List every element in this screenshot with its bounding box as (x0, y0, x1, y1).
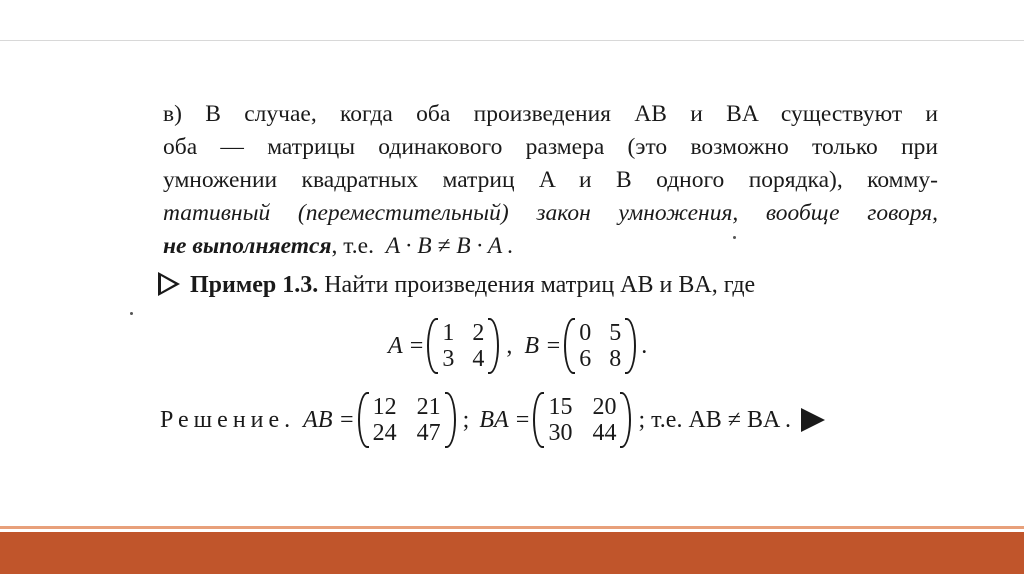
matrix-cell: 44 (592, 420, 617, 446)
right-paren (445, 392, 456, 448)
footer-stripe (0, 526, 1024, 529)
period: . (641, 332, 648, 359)
left-paren (533, 392, 544, 448)
matrix-cell: 20 (592, 394, 617, 420)
footer-bar (0, 532, 1024, 574)
right-paren (625, 318, 636, 374)
given-matrices (388, 318, 647, 374)
para-line-4-text: тативный (переместительный) закон умножения, вообще говоря, (163, 200, 938, 226)
para-line-2-text: оба — матрицы одинакового размера (это возможно только при (163, 134, 938, 160)
para-line-1 (163, 98, 938, 131)
matrix-a-label: A = (388, 332, 425, 359)
matrix-cell: 30 (548, 420, 573, 446)
matrix-cell: 8 (609, 346, 622, 372)
solid-triangle-icon (801, 408, 825, 432)
product-ab-label: AB = (303, 406, 355, 433)
para-line-1-text: в) В случае, когда оба произведения AB и BA существуют и (163, 101, 938, 127)
example-heading (158, 268, 755, 302)
left-paren (358, 392, 369, 448)
matrix-cell: 12 (372, 394, 397, 420)
solution-label: Решение. (160, 406, 296, 433)
stray-dot (130, 312, 133, 315)
example-text: Найти произведения матриц AB и BA, где (324, 272, 756, 298)
matrix-cell: 24 (372, 420, 397, 446)
matrix-cell: 4 (472, 346, 485, 372)
matrix-cell: 5 (609, 320, 622, 346)
matrix-cell: 1 (442, 320, 455, 346)
right-paren (488, 318, 499, 374)
matrix-ab (358, 392, 456, 448)
left-paren (427, 318, 438, 374)
para-line-5 (163, 230, 938, 263)
solution-row (160, 392, 825, 448)
solution-conclusion: ; т.е. AB ≠ BA . (638, 406, 791, 433)
semicolon: ; (462, 406, 470, 433)
matrix-a (427, 318, 499, 374)
para-line-3 (163, 164, 938, 197)
matrix-cell: 2 (472, 320, 485, 346)
paragraph-commutativity (163, 98, 938, 263)
matrix-cell: 6 (579, 346, 592, 372)
left-paren (564, 318, 575, 374)
top-divider (0, 40, 1024, 41)
matrix-b (564, 318, 636, 374)
para-line-3-text: умножении квадратных матриц A и B одного порядка), комму- (163, 167, 938, 193)
matrix-cell: 15 (548, 394, 573, 420)
matrix-cell: 3 (442, 346, 455, 372)
stray-dot (733, 236, 736, 239)
example-title: Пример 1.3. (190, 272, 319, 298)
matrix-b-label: B = (524, 332, 562, 359)
open-triangle-icon (158, 272, 180, 296)
matrix-ba (533, 392, 631, 448)
matrix-cell: 47 (416, 420, 441, 446)
para-line-5-ie: , т.е. (331, 233, 374, 259)
para-line-4 (163, 197, 938, 230)
para-line-2 (163, 131, 938, 164)
emphasis-not-satisfied: не выполняется (163, 233, 332, 259)
product-ba-label: BA = (479, 406, 531, 433)
matrix-cell: 0 (579, 320, 592, 346)
noncommutative-formula: A · B ≠ B · A . (385, 233, 514, 259)
matrix-cell: 21 (416, 394, 441, 420)
right-paren (620, 392, 631, 448)
comma-separator: , (506, 332, 513, 359)
